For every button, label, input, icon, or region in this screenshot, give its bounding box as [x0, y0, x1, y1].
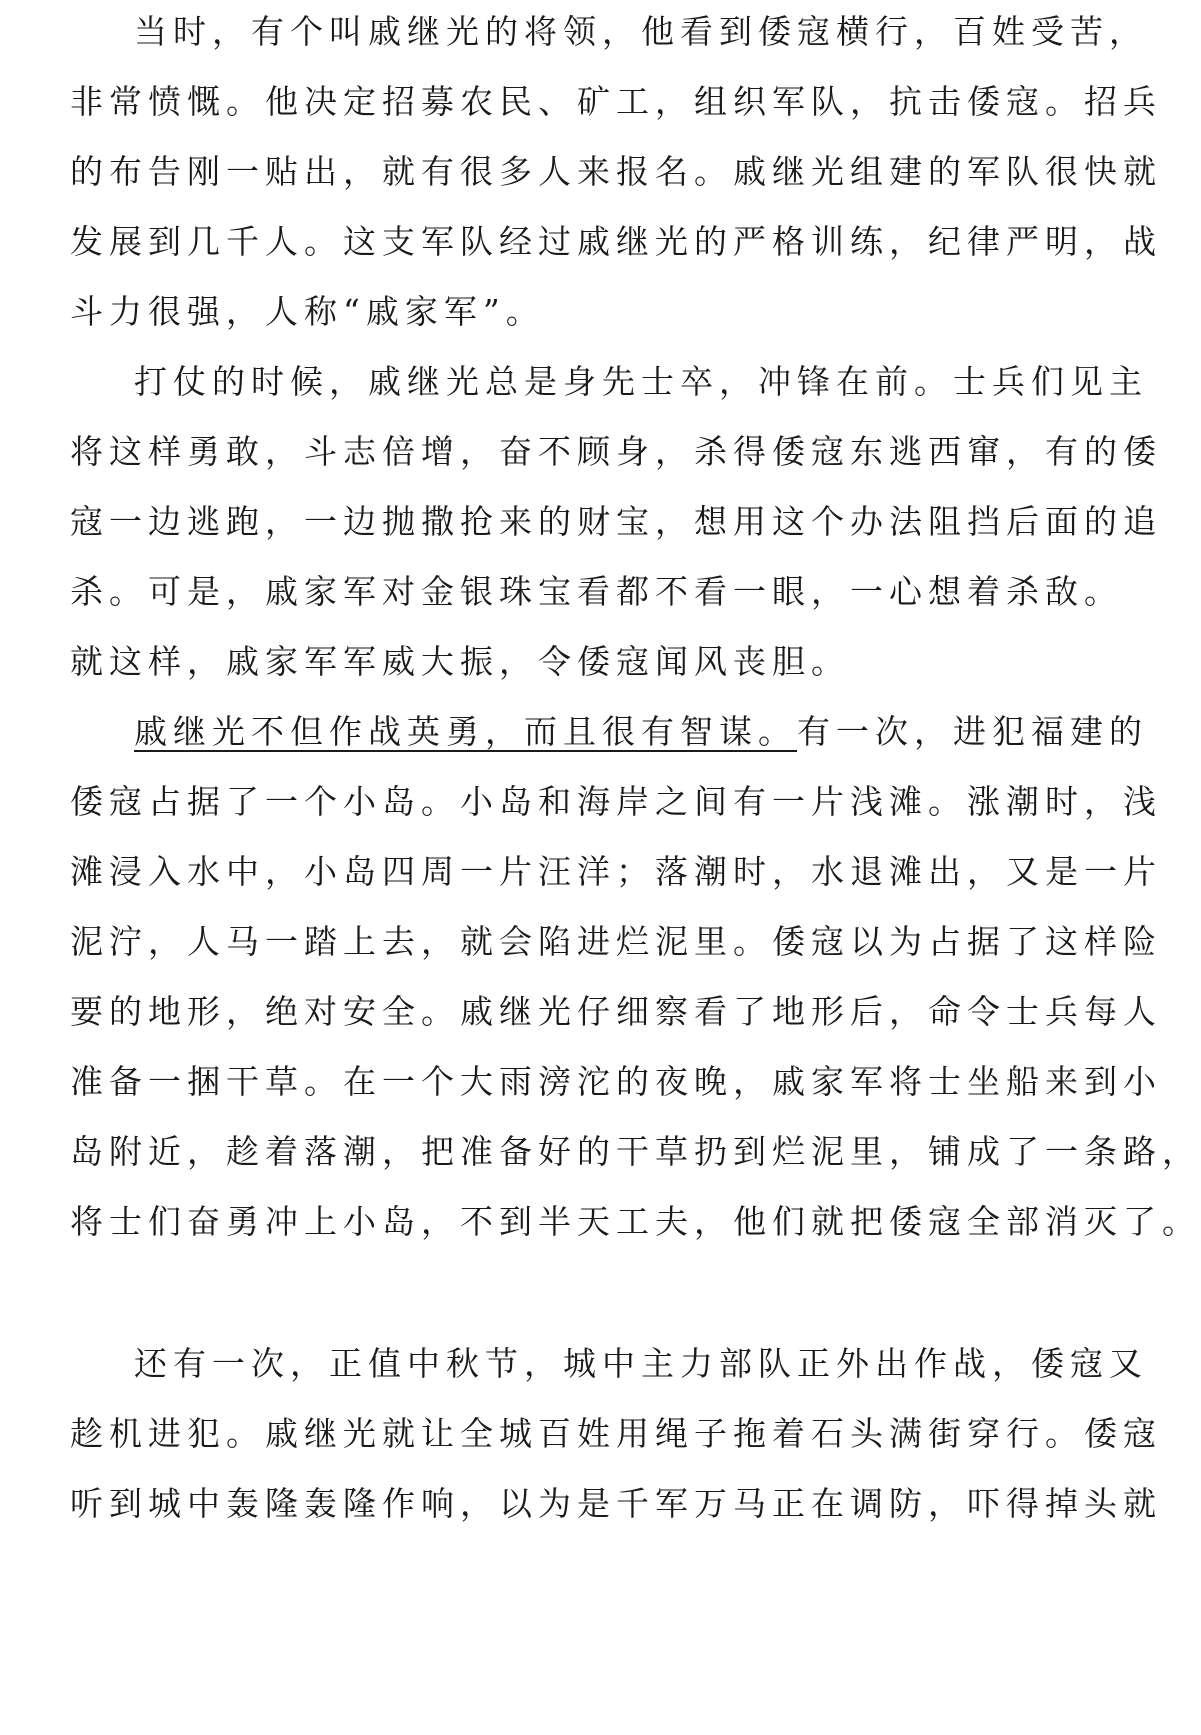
- paragraph-3-line-5: 要的地形，绝对安全。戚继光仔细察看了地形后，命令士兵每人: [70, 992, 1162, 1031]
- paragraph-2-line-1: 打仗的时候，戚继光总是身先士卒，冲锋在前。士兵们见主: [134, 362, 1148, 401]
- paragraph-3-line-7: 岛附近，趁着落潮，把准备好的干草扔到烂泥里，铺成了一条路，: [70, 1132, 1201, 1171]
- paragraph-3-line-1: [134, 702, 1148, 762]
- paragraph-3-line-3: 滩浸入水中，小岛四周一片汪洋；落潮时，水退滩出，又是一片: [70, 852, 1162, 891]
- paragraph-3-line-1-rest: 有一次，进犯福建的: [797, 712, 1148, 751]
- paragraph-2-line-2: 将这样勇敢，斗志倍增，奋不顾身，杀得倭寇东逃西窜，有的倭: [70, 432, 1162, 471]
- paragraph-2-line-3: 寇一边逃跑，一边抛撒抢来的财宝，想用这个办法阻挡后面的追: [70, 502, 1162, 541]
- underlined-sentence: 戚继光不但作战英勇，而且很有智谋。: [134, 712, 797, 751]
- paragraph-3-line-8: 将士们奋勇冲上小岛，不到半天工夫，他们就把倭寇全部消灭了。: [70, 1202, 1201, 1241]
- paragraph-3-line-2: 倭寇占据了一个小岛。小岛和海岸之间有一片浅滩。涨潮时，浅: [70, 782, 1162, 821]
- paragraph-3-line-6: 准备一捆干草。在一个大雨滂沱的夜晚，戚家军将士坐船来到小: [70, 1062, 1162, 1101]
- paragraph-1-line-1: 当时，有个叫戚继光的将领，他看到倭寇横行，百姓受苦，: [134, 12, 1148, 51]
- paragraph-3-line-4: 泥泞，人马一踏上去，就会陷进烂泥里。倭寇以为占据了这样险: [70, 922, 1162, 961]
- paragraph-1-line-4: 发展到几千人。这支军队经过戚继光的严格训练，纪律严明，战: [70, 222, 1162, 261]
- paragraph-4-line-1: 还有一次，正值中秋节，城中主力部队正外出作战，倭寇又: [134, 1344, 1148, 1383]
- paragraph-1-line-3: 的布告刚一贴出，就有很多人来报名。戚继光组建的军队很快就: [70, 152, 1162, 191]
- paragraph-4-line-2: 趁机进犯。戚继光就让全城百姓用绳子拖着石头满街穿行。倭寇: [70, 1414, 1162, 1453]
- paragraph-1-line-5: 斗力很强，人称“戚家军”。: [70, 292, 545, 331]
- paragraph-2-line-5: 就这样，戚家军军威大振，令倭寇闻风丧胆。: [70, 642, 850, 681]
- paragraph-2-line-4: 杀。可是，戚家军对金银珠宝看都不看一眼，一心想着杀敌。: [70, 572, 1123, 611]
- paragraph-4-line-3: 听到城中轰隆轰隆作响，以为是千军万马正在调防，吓得掉头就: [70, 1484, 1162, 1523]
- paragraph-1-line-2: 非常愤慨。他决定招募农民、矿工，组织军队，抗击倭寇。招兵: [70, 82, 1162, 121]
